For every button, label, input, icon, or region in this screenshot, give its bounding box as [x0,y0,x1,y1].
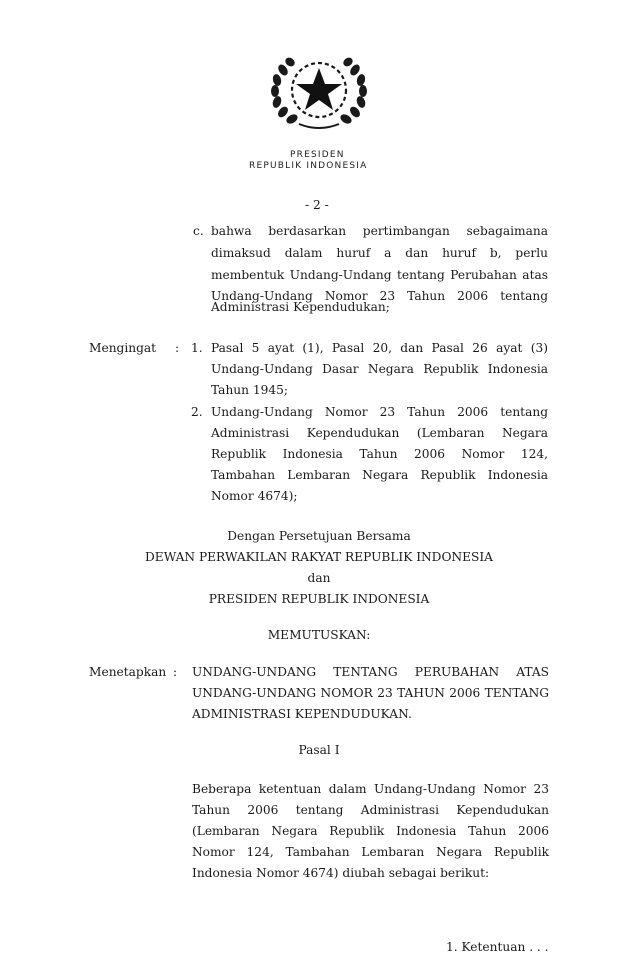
item-c-line: dimaksud dalam huruf a dan huruf b, perlu [211,246,548,260]
menetapkan-line: UNDANG-UNDANG NOMOR 23 TAHUN 2006 TENTANG [192,686,549,700]
mengingat-item-line: Republik Indonesia Tahun 2006 Nomor 124, [211,447,548,461]
pasal-line: Indonesia Nomor 4674) diubah sebagai berikut: [192,866,490,880]
mengingat-item-line: Nomor 4674); [211,489,298,503]
mengingat-colon: : [175,341,180,355]
emblem-label-republik: REPUBLIK INDONESIA [249,161,368,171]
pasal-line: Nomor 124, Tambahan Lembaran Negara Republik [192,845,549,859]
pasal-line: Beberapa ketentuan dalam Undang-Undang Nomor 23 [192,782,549,796]
mengingat-item-line: Pasal 5 ayat (1), Pasal 20, dan Pasal 26 ayat (3) [211,341,548,355]
presidential-emblem-icon [266,48,372,146]
mengingat-item-line: Administrasi Kependudukan (Lembaran Negara [211,426,548,440]
mengingat-item-line: Undang-Undang Dasar Negara Republik Indonesia [211,362,548,376]
memutuskan-heading: MEMUTUSKAN: [267,628,371,642]
mengingat-label: Mengingat [89,341,157,355]
item-c-line: membentuk Undang-Undang tentang Perubahan atas [211,268,548,282]
pasal-line: (Lembaran Negara Republik Indonesia Tahun 2006 [192,824,549,838]
mengingat-item-marker: 2. [191,405,203,419]
persetujuan-line: Dengan Persetujuan Bersama [227,529,411,543]
mengingat-item-marker: 1. [191,341,203,355]
menetapkan-line: UNDANG-UNDANG TENTANG PERUBAHAN ATAS [192,665,549,679]
item-c-line-last: Administrasi Kependudukan; [211,300,390,314]
item-c-line: bahwa berdasarkan pertimbangan sebagaimana [211,224,548,238]
menetapkan-colon: : [173,665,178,679]
persetujuan-dan: dan [307,571,331,585]
persetujuan-dpr: DEWAN PERWAKILAN RAKYAT REPUBLIK INDONESIA [145,550,493,564]
menetapkan-line: ADMINISTRASI KEPENDUDUKAN. [192,707,412,721]
item-c-marker: c. [193,224,204,238]
item-c-line: Undang-Undang Nomor 23 Tahun 2006 tentang [211,289,548,303]
continuation-note: 1. Ketentuan . . . [446,940,549,954]
mengingat-item-line: Undang-Undang Nomor 23 Tahun 2006 tentang [211,405,548,419]
pasal-title: Pasal I [298,743,340,757]
mengingat-item-line: Tambahan Lembaran Negara Republik Indonesia [211,468,548,482]
mengingat-item-line: Tahun 1945; [211,383,288,397]
emblem-label-presiden: PRESIDEN [290,150,345,160]
menetapkan-label: Menetapkan [89,665,167,679]
page-number: - 2 - [305,198,329,212]
pasal-line: Tahun 2006 tentang Administrasi Kependudukan [192,803,549,817]
persetujuan-presiden: PRESIDEN REPUBLIK INDONESIA [208,592,430,606]
